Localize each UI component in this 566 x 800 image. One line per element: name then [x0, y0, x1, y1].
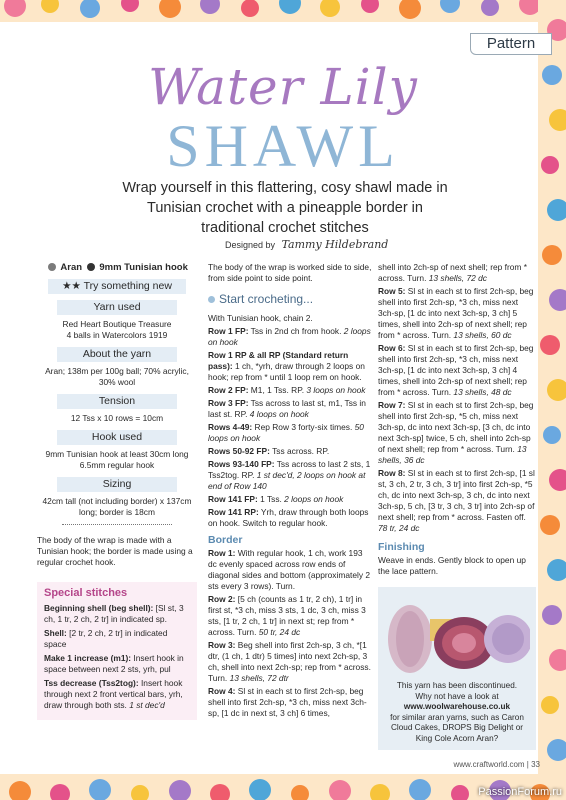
row-label: Row 1 RP & all RP (Standard return pass): — [208, 350, 349, 371]
row-instruction: Tss across. RP. — [269, 446, 330, 456]
col3-lead-text: shell into 2ch-sp of next shell; rep from * across. Turn. — [378, 262, 527, 283]
row-instruction: Sl st in each st to first 2ch-sp, beg shell into first 2ch-sp, *3 ch, miss next 3ch-sp, [1 dc into next 3ch-sp, 3 ch] 4 times, shell into 2ch-sp of next shell; rep from * across. Turn. — [378, 343, 534, 397]
row-count: 4 loops on hook — [249, 409, 309, 419]
finishing-heading: Finishing — [378, 541, 425, 553]
yarn-alternative-box — [378, 587, 536, 750]
pattern-row — [208, 686, 372, 719]
row-count: 13 shells, 60 dc — [453, 330, 512, 340]
hook-used-section — [37, 430, 197, 471]
pattern-row — [208, 494, 372, 505]
byline — [225, 238, 388, 251]
row-label: Row 1: — [208, 548, 236, 558]
pattern-row — [208, 350, 372, 383]
stitch-name: Tss decrease (Tss2tog): — [44, 678, 139, 688]
row-label: Row 1 FP: — [208, 326, 249, 336]
floral-border-top — [0, 0, 566, 22]
yarn-store-link[interactable]: www.woolwarehouse.co.uk — [403, 702, 511, 711]
row-label: Row 5: — [378, 286, 406, 296]
col2-intro: The body of the wrap is worked side to side, from side point to side point. — [208, 262, 372, 283]
row-instruction: With regular hook, 1 ch, work 193 dc evenly spaced across row ends of diagonal sides and bottom (approximately 2 sts every 3 rows). Turn. — [208, 548, 371, 591]
special-item — [44, 678, 190, 711]
pattern-row — [208, 385, 372, 396]
row-instruction: Beg shell into first 2ch-sp, 3 ch, *[1 dtr, (1 ch, 1 dtr) 5 times] into next 2ch-sp, 3 ch, shell into next 2ch-sp; rep from * across. Turn. — [208, 640, 371, 683]
yarn-used-section — [37, 300, 197, 341]
hook-used-line-1: 9mm Tunisian hook at least 30cm long — [45, 449, 189, 459]
row-label: Row 141 FP: — [208, 494, 258, 504]
tension-text: 12 Tss x 10 rows = 10cm — [70, 413, 164, 423]
body-note: The body of the wrap is made with a Tunisian hook; the border is made using a regular crochet hook. — [37, 535, 193, 567]
row-instruction: Sl st in each st to first 2ch-sp, beg shell into first 2ch-sp, *3 ch, miss next 3ch-sp, [1 dc into next 3ch-sp, 3 ch] 5 times, shell into 2ch-sp of next shell; rep from * across. Turn. — [378, 286, 534, 340]
yarn-used-line-2: 4 balls in Watercolors 1919 — [66, 330, 168, 340]
watermark: PassionForum.ru — [478, 786, 562, 798]
row-label: Row 4: — [208, 686, 236, 696]
tension-heading: Tension — [57, 394, 177, 409]
row-instruction: [5 ch (counts as 1 tr, 2 ch), 1 tr] in first st, *3 ch, miss 3 sts, 1 dc, 3 ch, miss 3 sts, [1 tr, 2 ch, 1 tr] in next st; rep from * across. Turn. — [208, 594, 366, 637]
stitch-desc: [Sl st, 3 ch, 1 tr, 2 ch, 2 tr] in indicated sp. — [44, 603, 184, 624]
hook-size: 9mm Tunisian hook — [99, 262, 188, 273]
row-instruction: Sl st in each st to first 2ch-sp, beg shell into first 2ch-sp, *3 ch, miss next 3ch-sp, [1 dc in next st, 3 ch] 6 times, — [208, 686, 367, 718]
yarn-weight-icon — [48, 263, 56, 271]
pattern-row — [208, 594, 372, 638]
body-rows — [208, 326, 372, 529]
stitch-desc: Insert hook in space between next 2 sts, yrh, pul — [44, 653, 184, 674]
byline-name: Tammy Hildebrand — [281, 238, 389, 251]
row-instruction: Rep Row 3 forty-six times. — [252, 422, 355, 432]
row-label: Rows 93-140 FP: — [208, 459, 275, 469]
row-instruction: Yrh, draw through both loops on hook. Switch to regular hook. — [208, 507, 369, 528]
row-instruction: 1 Tss. — [257, 494, 285, 504]
pattern-row — [378, 286, 536, 341]
stitch-name: Make 1 increase (m1): — [44, 653, 132, 663]
row-count: 13 shells, 72 dtr — [229, 673, 289, 683]
yarn-note-line-1: This yarn has been discontinued. — [396, 681, 518, 690]
row-count: 2 loops on hook — [284, 494, 344, 504]
sizing-heading: Sizing — [57, 477, 177, 492]
row-instruction: Sl st in each st to first 2ch-sp, beg shell into first 2ch-sp, *5 ch, miss next 3ch-sp, dc into next 3ch-sp, [3 ch, dc into next 3ch-sp] twice, 5 ch, shell into 2ch-sp of next shell; rep from * across. Turn. — [378, 400, 534, 454]
row-instruction: Tss in 2nd ch from hook. — [248, 326, 344, 336]
row-label: Rows 4-49: — [208, 422, 253, 432]
row-label: Row 6: — [378, 343, 406, 353]
yarn-balls-image — [384, 591, 530, 681]
row-count: 3 loops on hook — [306, 385, 366, 395]
stitch-desc: Insert hook through next 2 front vertical bars, yrh, draw through both sts. — [44, 678, 183, 710]
row-instruction: M1, 1 Tss. RP. — [248, 385, 307, 395]
bullet-icon — [208, 296, 215, 303]
info-column — [37, 262, 197, 720]
title-line-2: SHAWL — [166, 113, 400, 179]
pattern-row — [378, 343, 536, 398]
special-stitches-heading: Special stitches — [44, 587, 128, 599]
tension-section — [37, 394, 197, 424]
yarn-note-line-2: Why not have a look at — [415, 691, 499, 701]
stitch-count: 1 st dec'd — [129, 700, 165, 710]
pattern-row — [208, 446, 372, 457]
hook-icon — [87, 263, 95, 271]
hook-used-line-2: 6.5mm regular hook — [79, 460, 155, 470]
sizing-section — [37, 477, 197, 518]
row-count: 13 shells, 36 dc — [378, 444, 527, 465]
row-count: 78 tr, 24 dc — [378, 523, 420, 533]
pattern-row — [208, 326, 372, 348]
row-label: Rows 50-92 FP: — [208, 446, 270, 456]
special-item — [44, 603, 190, 625]
divider — [62, 524, 172, 525]
about-yarn-section — [37, 347, 197, 388]
about-yarn-text: Aran; 138m per 100g ball; 70% acrylic, 30% wool — [45, 366, 189, 387]
row-label: Row 2 FP: — [208, 385, 249, 395]
start-heading-text: Start crocheting... — [219, 292, 314, 306]
pattern-row — [208, 548, 372, 592]
pattern-row — [208, 507, 372, 529]
row-count: 2 loops on hook — [208, 326, 371, 347]
row-count: 50 tr, 24 dc — [258, 627, 301, 637]
byline-label: Designed by — [225, 240, 276, 250]
col3-lead-count: 13 shells, 72 dc — [428, 273, 487, 283]
about-yarn-heading: About the yarn — [57, 347, 177, 362]
row-label: Row 3: — [208, 640, 236, 650]
hook-used-heading: Hook used — [57, 430, 177, 445]
col2-lead: With Tunisian hook, chain 2. — [208, 313, 313, 323]
row-instruction: Tss across to last st, m1, Tss in last st. RP. — [208, 398, 366, 419]
row-label: Row 7: — [378, 400, 406, 410]
title-line-1: Water Lily — [148, 58, 418, 116]
row-count: 13 shells, 48 dc — [453, 387, 512, 397]
yarn-weight: Aran — [60, 262, 83, 273]
row-count: 1 st dec'd, 2 loops on hook at end of Row 140 — [208, 470, 366, 491]
finishing-text: Weave in ends. Gently block to open up the lace pattern. — [378, 555, 526, 576]
special-item — [44, 628, 190, 650]
page-footer: www.craftworld.com | 33 — [453, 760, 540, 769]
hook-summary — [37, 262, 197, 273]
border-rows — [208, 548, 372, 719]
special-stitches-box — [37, 582, 197, 720]
border-heading: Border — [208, 534, 243, 546]
pattern-row — [208, 640, 372, 684]
row-label: Row 141 RP: — [208, 507, 259, 517]
row-instruction: 1 ch, *yrh, draw through 2 loops on hook; rep from * until 1 loop rem on hook. — [208, 361, 365, 382]
yarn-used-heading: Yarn used — [57, 300, 177, 315]
pattern-row — [208, 459, 372, 492]
row-label: Row 8: — [378, 468, 406, 478]
pattern-column-1 — [208, 262, 372, 721]
row-instruction: Sl st in each st to first 2ch-sp, [1 sl st, 3 ch, 2 tr, 3 ch, 3 tr] into first 2ch-sp, *5 ch, dc into next 3ch-sp, 3 ch, dc into next 3ch-sp, 5 ch, [3 tr, 3 ch, 3 tr] into 2ch-sp of next shell; rep from * across. Fasten off. — [378, 468, 535, 522]
stitch-desc: [2 tr, 2 ch, 2 tr] in indicated space — [44, 628, 168, 649]
special-item — [44, 653, 190, 675]
stitch-name: Beginning shell (beg shell): — [44, 603, 154, 613]
start-heading — [208, 294, 372, 305]
row-label: Row 2: — [208, 594, 236, 604]
col3-lead — [378, 262, 536, 284]
pattern-row — [208, 398, 372, 420]
pattern-row — [208, 422, 372, 444]
yarn-used-line-1: Red Heart Boutique Treasure — [62, 319, 172, 329]
difficulty-badge: ★★ Try something new — [48, 279, 186, 294]
pattern-column-2 — [378, 262, 536, 750]
section-badge: Pattern — [470, 33, 552, 55]
intro-text: Wrap yourself in this flattering, cosy shawl made in Tunisian crochet with a pineapple border in traditional crochet stitches — [122, 180, 448, 236]
row-instruction: Tss across to last 2 sts, 1 Tss2tog. RP. — [208, 459, 371, 480]
border-rows-continued — [378, 286, 536, 534]
row-count: 50 loops on hook — [208, 422, 364, 443]
pattern-row — [378, 468, 536, 534]
sizing-text: 42cm tall (not including border) x 137cm long; border is 18cm — [42, 496, 192, 517]
yarn-note-line-3: for similar aran yarns, such as Caron Cloud Cakes, DROPS Big Delight or King Cole Acorn Aran? — [390, 712, 524, 743]
pattern-row — [378, 400, 536, 466]
row-label: Row 3 FP: — [208, 398, 249, 408]
stitch-name: Shell: — [44, 628, 67, 638]
